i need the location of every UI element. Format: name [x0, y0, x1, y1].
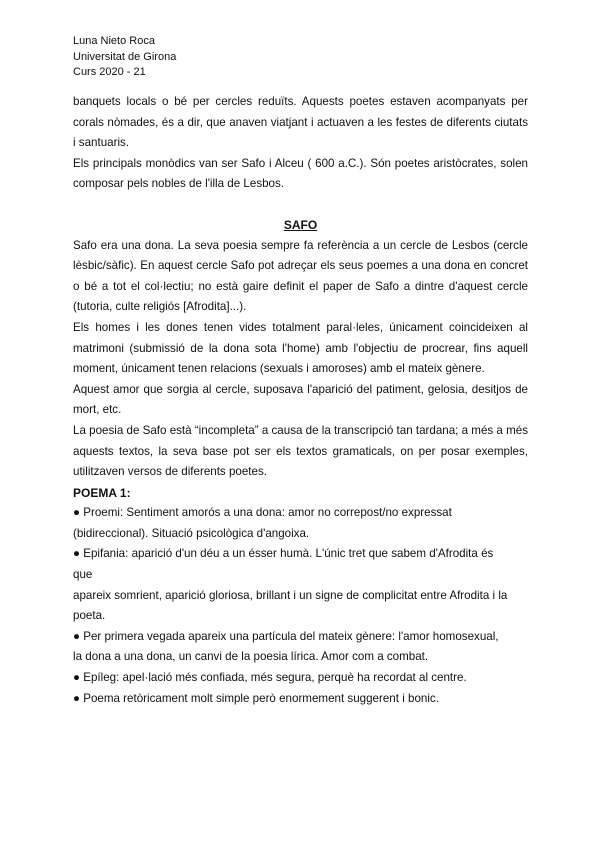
intro-paragraph: Els principals monòdics van ser Safo i Alceu ( 600 a.C.). Són poetes aristòcrates, solen composar pels nobles de l'illa de Lesbos.	[73, 156, 528, 191]
poem-heading: POEMA 1:	[73, 485, 131, 500]
document-header	[73, 34, 176, 81]
safo-paragraph: Els homes i les dones tenen vides totalment paral·leles, únicament coincideixen al matrimoni (submissió de la dona sota l'home) amb l'objectiu de procrear, fins aquell moment, únicament tenen relacions (sexuals i amoroses) amb el mateix gènere.	[73, 320, 528, 376]
intro-paragraph: banquets locals o bé per cercles reduïts. Aquests poetes estaven acompanyats per corals nòmades, és a dir, que anaven viatjant i actuaven a les festes de diferents ciutats i santuaris.	[73, 95, 528, 150]
safo-paragraph: La poesia de Safo està “incompleta” a causa de la transcripció tan tardana; a més a més aquests textos, la seva base pot ser els textos gramaticals, on per posar exemples, utilitzaven versos de diferents poetes.	[73, 423, 528, 479]
poem-line: la dona a una dona, un canvi de la poesia lírica. Amor com a combat.	[73, 650, 429, 664]
poem-line: (bidireccional). Situació psicològica d'angoixa.	[73, 526, 310, 540]
poem-line: ● Epifania: aparició d'un déu a un ésser humà. L'únic tret que sabem d'Afrodita és	[73, 547, 494, 561]
poem-line: ● Poema retòricament molt simple però enormement suggerent i bonic.	[73, 691, 439, 705]
course-year: Curs 2020 - 21	[73, 66, 146, 78]
poem-line: ● Proemi: Sentiment amorós a una dona: amor no correpost/no expressat	[73, 506, 452, 520]
author-name: Luna Nieto Roca	[73, 35, 155, 47]
university-name: Universitat de Girona	[73, 50, 177, 63]
safo-paragraph: Aquest amor que sorgia al cercle, suposava l'aparició del patiment, gelosia, desitjos de mort, etc.	[73, 382, 528, 417]
document-body	[73, 92, 528, 709]
poem-line: apareix somrient, aparició gloriosa, brillant i un signe de complicitat entre Afrodita i la poeta.	[73, 588, 508, 623]
section-heading: SAFO	[283, 217, 318, 232]
poem-line: ● Per primera vegada apareix una partícula del mateix gènere: l'amor homosexual,	[73, 629, 499, 643]
spacer	[73, 195, 528, 215]
poem-line: ● Epíleg: apel·lació més confiada, més segura, perquè ha recordat al centre.	[73, 671, 467, 685]
poem-line: que	[73, 568, 93, 582]
safo-paragraph: Safo era una dona. La seva poesia sempre fa referència a un cercle de Lesbos (cercle lèsbic/sàfic). En aquest cercle Safo pot adreçar els seus poemes a una dona en concret o bé a tot el col·lectiu; no està gaire definit el paper de Safo a dintre d'aquest cercle (tutoria, culte religiós [Afrodita]...).	[73, 238, 528, 314]
